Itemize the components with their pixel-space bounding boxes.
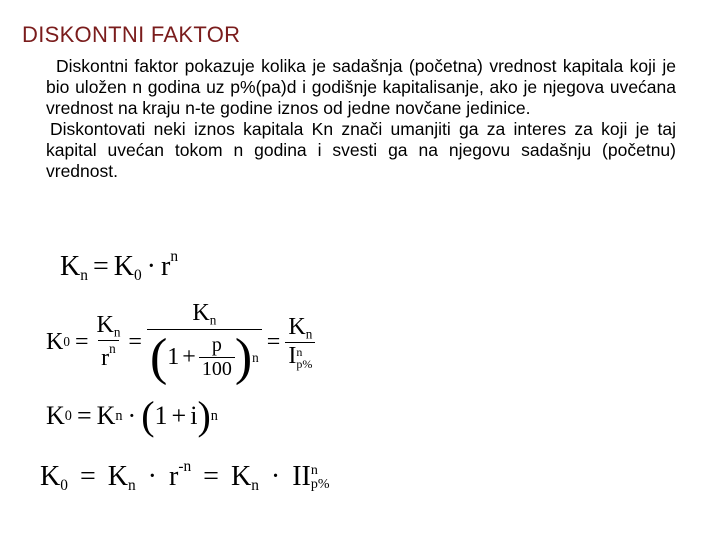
formula-k0-fractions: K 0 = $\frac{K_n}{r^n}$ = $K_n$ ( 1 + $\frac{p}{100}$ ) n = $K_n$ I n p% [46, 292, 315, 392]
fraction-kn-over-accumulation: $K_n$ I n p% [285, 314, 315, 371]
formula-k0-interest: K 0 = K n · ( 1 + i ) n [46, 393, 218, 438]
formula-k0-discount: $K_0 = K_n \cdot r^{-n} = K_n$ · II n p% [40, 458, 330, 495]
paragraph-discounting: Diskontovati neki iznos kapitala Kn znači umanjiti ga za interes za koji je taj kapital uvećan tokom n godina i svesti ga na njegovu sadašnju (početnu) vrednost. [46, 119, 676, 181]
formula-kn: $K_n = K_0 \cdot r^n$ [60, 248, 179, 285]
page-title: DISKONTNI FAKTOR [22, 22, 241, 47]
body-text [46, 56, 676, 182]
fraction-kn-over-growth: $K_n$ ( 1 + $\frac{p}{100}$ ) n [147, 300, 262, 384]
fraction-kn-over-rn: $\frac{K_n}{r^n}$ [96, 311, 121, 372]
paragraph-definition: Diskontni faktor pokazuje kolika je sadašnja (početna) vrednost kapitala koji je bio uložen n godina uz p%(pa)d i godišnje kapitalisanje, ako je njegova uvećana vrednost na kraju n-te godine iznos od jedne novčane jedinice. [46, 56, 676, 118]
